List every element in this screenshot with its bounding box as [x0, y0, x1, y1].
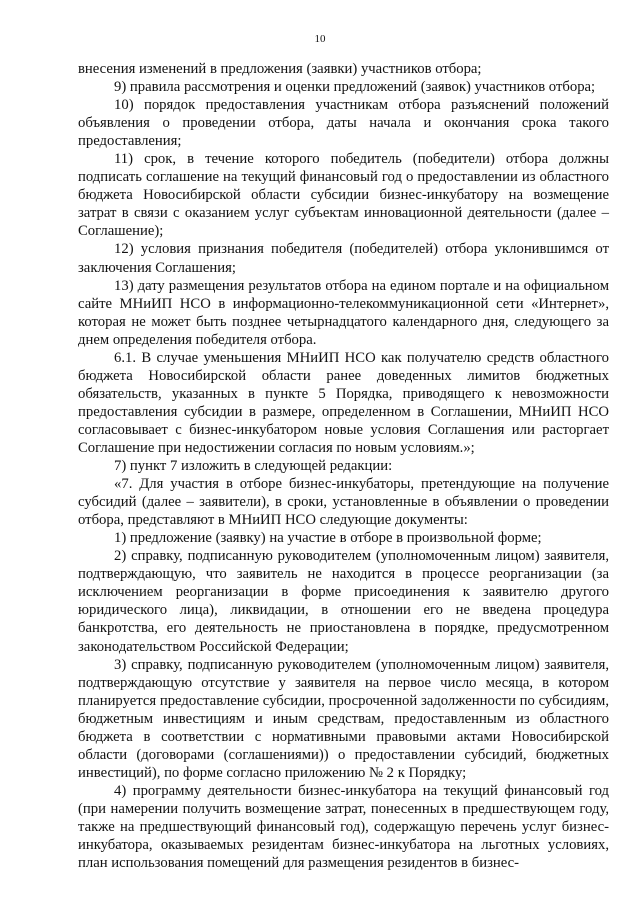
paragraph-doc-1: 1) предложение (заявку) на участие в отборе в произвольной форме; [114, 530, 542, 547]
paragraph-continuation: внесения изменений в предложения (заявки) участников отбора; [78, 61, 482, 77]
paragraph-doc-4: 4) программу деятельности бизнес-инкубатора на текущий финансовый год (при намерении получить возмещение затрат, понесенных в предшествующем году, также на предшествующий финансовый год), содержащую перечень услуг бизнес-инкубатора, оказываемых резидентам бизнес-инкубатора на льготных условиях, план использования помещений для размещения резидентов в бизнес- [78, 782, 609, 872]
paragraph-amendment-7: 7) пункт 7 изложить в следующей редакции: [114, 458, 393, 475]
paragraph-doc-2: 2) справку, подписанную руководителем (уполномоченным лицом) заявителя, подтверждающую, что заявитель не находится в процессе реорганизации (за исключением реорганизации в форме присоединения к заявителю другого юридического лица), ликвидации, в отношении его не введена процедура банкротства, его деятельность не приостановлена в порядке, предусмотренном законодательством Российской Федерации; [78, 548, 609, 655]
document-body [78, 60, 609, 872]
paragraph-doc-3: 3) справку, подписанную руководителем (уполномоченным лицом) заявителя, подтверждающую отсутствие у заявителя на первое число месяца, в котором планируется предоставление субсидии, просроченной задолженности по субсидиям, бюджетным инвестициям и иным средствам, предоставленным из областного бюджета в соответствии с нормативными правовыми актами Новосибирской области (договорами (соглашениями)) о предоставлении субсидий, бюджетных инвестиций), по форме согласно приложению № 2 к Порядку; [78, 656, 609, 781]
paragraph-6-1: 6.1. В случае уменьшения МНиИП НСО как получателю средств областного бюджета Новосибирской области ранее доведенных лимитов бюджетных обязательств, указанных в пункте 5 Порядка, приводящего к невозможности предоставления субсидии в размере, определенном в Соглашении, МНиИП НСО согласовывает с бизнес-инкубатором новые условия Соглашения или расторгает Соглашение при недостижении согласия по новым условиям.»; [78, 349, 609, 456]
paragraph-item-12: 12) условия признания победителя (победителей) отбора уклонившимся от заключения Соглашения; [78, 241, 609, 276]
paragraph-point-7: «7. Для участия в отборе бизнес-инкубаторы, претендующие на получение субсидий (далее – заявители), в сроки, установленные в объявлении о проведении отбора, представляют в МНиИП НСО следующие документы: [78, 476, 609, 529]
paragraph-item-13: 13) дату размещения результатов отбора на едином портале и на официальном сайте МНиИП НСО в информационно-телекоммуникационной сети «Интернет», которая не может быть позднее четырнадцатого календарного дня, следующего за днем определения победителя отбора. [78, 277, 609, 348]
paragraph-item-10: 10) порядок предоставления участникам отбора разъяснений положений объявления о проведении отбора, даты начала и окончания срока такого предоставления; [78, 97, 609, 150]
paragraph-item-11: 11) срок, в течение которого победитель (победители) отбора должны подписать соглашение на текущий финансовый год о предоставлении из областного бюджета Новосибирской области субсидии бизнес-инкубатору на возмещение затрат в связи с оказанием услуг субъектам инновационной деятельности (далее – Соглашение); [78, 151, 609, 240]
paragraph-item-9: 9) правила рассмотрения и оценки предложений (заявок) участников отбора; [114, 79, 596, 96]
page-number: 10 [314, 33, 326, 45]
